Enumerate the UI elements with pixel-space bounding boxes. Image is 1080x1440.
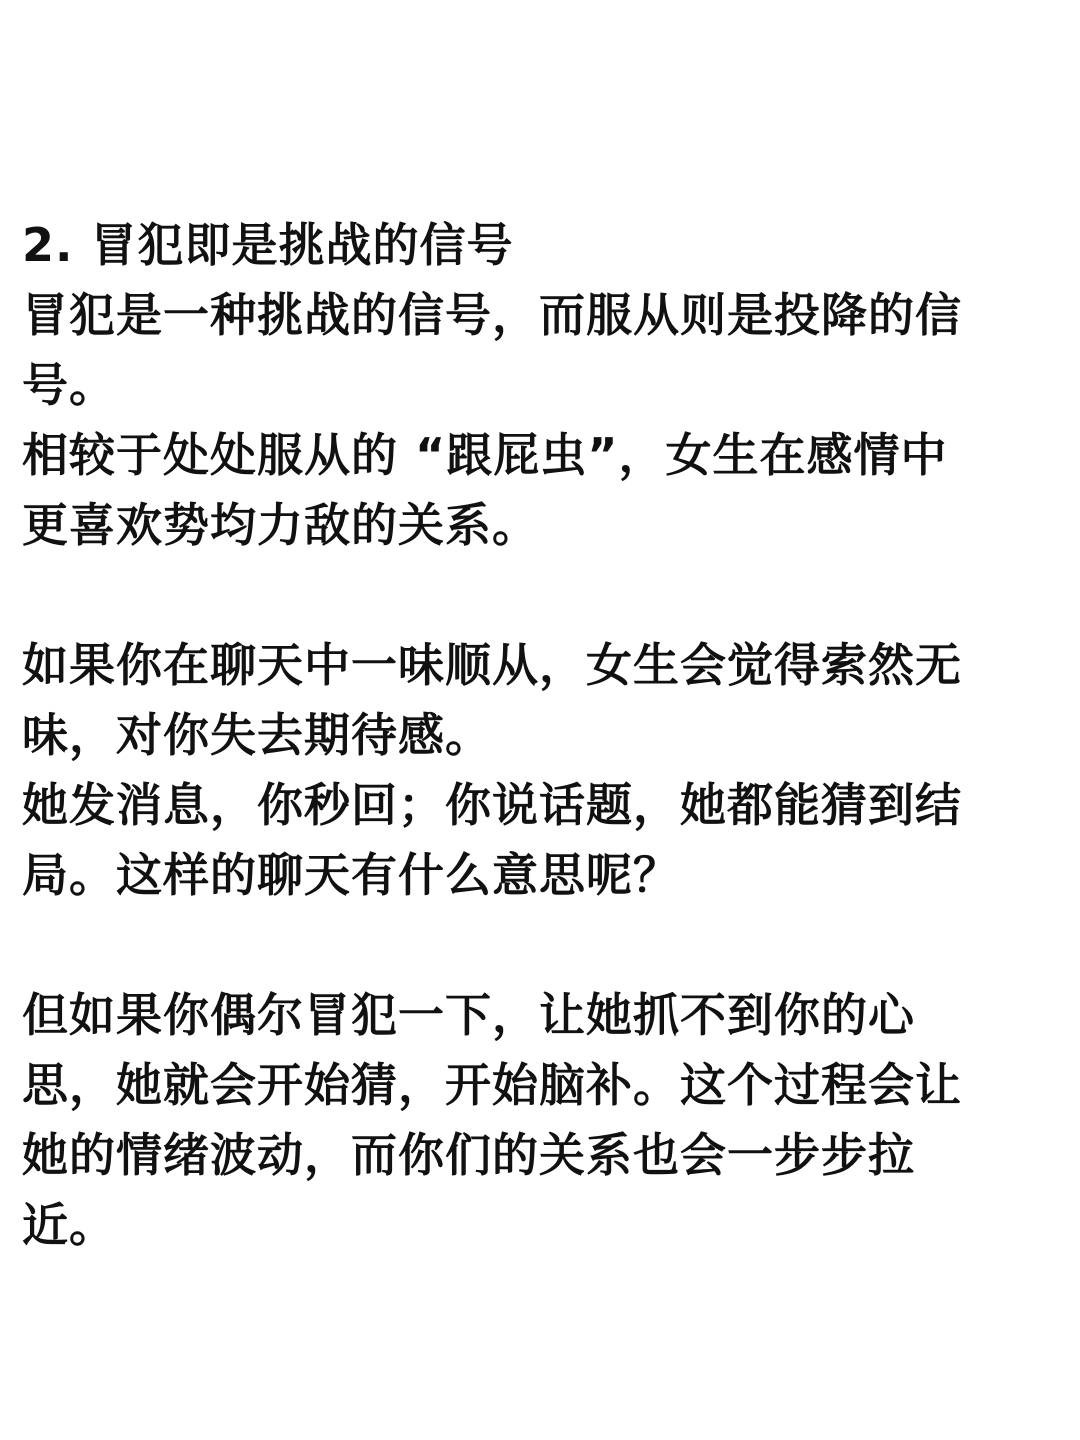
paragraph (22, 630, 1052, 910)
text-line: 号。 (22, 358, 116, 412)
text-line: 但如果你偶尔冒犯一下，让她抓不到你的心 (22, 988, 915, 1042)
text-line: 近。 (22, 1198, 116, 1252)
article-body (22, 210, 1052, 1260)
text-line: 味，对你失去期待感。 (22, 708, 492, 762)
text-line: 她发消息，你秒回；你说话题，她都能猜到结 (22, 778, 962, 832)
text-line: 相较于处处服从的 “跟屁虫”，女生在感情中 (22, 428, 948, 482)
section-heading: 2. 冒犯即是挑战的信号 (22, 218, 514, 272)
text-line: 她的情绪波动，而你们的关系也会一步步拉 (22, 1128, 915, 1182)
paragraph-spacer (22, 560, 1052, 630)
text-line: 冒犯是一种挑战的信号，而服从则是投降的信 (22, 288, 962, 342)
text-line: 更喜欢势均力敌的关系。 (22, 498, 539, 552)
section-heading-block (22, 210, 1052, 560)
paragraph (22, 980, 1052, 1260)
text-line: 局。这样的聊天有什么意思呢？ (22, 848, 680, 902)
text-line: 如果你在聊天中一味顺从，女生会觉得索然无 (22, 638, 962, 692)
text-line: 思，她就会开始猜，开始脑补。这个过程会让 (22, 1058, 962, 1112)
paragraph-spacer (22, 910, 1052, 980)
